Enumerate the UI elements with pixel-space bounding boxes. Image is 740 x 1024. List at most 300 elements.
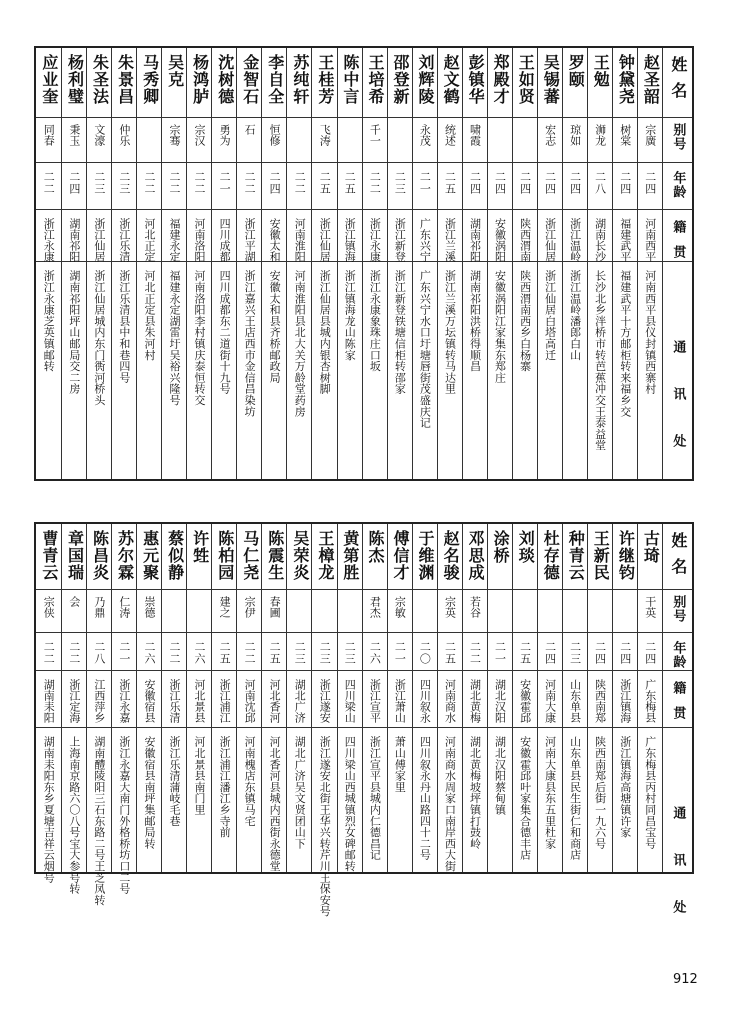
entry-alias: 宗英 <box>443 596 457 618</box>
top-cell-alias <box>387 118 412 162</box>
entry-age: 二四 <box>518 171 532 195</box>
bottom-cell-alias <box>236 590 261 632</box>
entry-alias: 飞涛 <box>318 124 332 146</box>
bottom-cell-name <box>612 524 637 589</box>
bottom-cell-alias <box>562 590 587 632</box>
bottom-cell-native <box>36 671 61 727</box>
bottom-cell-alias <box>136 590 161 632</box>
entry-age: 二四 <box>543 171 557 195</box>
top-cell-native <box>261 210 286 261</box>
entry-alias: 仲乐 <box>117 124 131 146</box>
entry-name: 彭镇华 <box>466 54 486 105</box>
entry-address: 河南商水周家口南岸西大街 <box>443 736 457 872</box>
bottom-header-native <box>662 671 692 731</box>
entry-name: 刘辉陵 <box>416 54 436 105</box>
bottom-cell-name <box>437 524 462 589</box>
header-label-alias: 别号 <box>670 123 686 151</box>
top-cell-native <box>136 210 161 261</box>
top-cell-address <box>337 262 362 479</box>
entry-address: 湖北广济吴文贤团山下 <box>293 736 307 849</box>
entry-age: 二三 <box>393 171 407 195</box>
top-row-address <box>36 262 692 479</box>
entry-name: 陈中言 <box>340 54 360 105</box>
bottom-row-name <box>36 524 692 590</box>
bottom-cell-name <box>562 524 587 589</box>
entry-alias: 若谷 <box>468 596 482 618</box>
entry-address: 浙江永康象珠庄口坂 <box>368 270 382 372</box>
bottom-cell-native <box>211 671 236 727</box>
top-cell-address <box>412 262 437 479</box>
top-cell-age <box>462 163 487 209</box>
bottom-cell-name <box>337 524 362 589</box>
entry-age: 二四 <box>67 171 81 195</box>
bottom-cell-native <box>412 671 437 727</box>
bottom-cell-address <box>512 728 537 872</box>
entry-alias: 崇德 <box>142 596 156 618</box>
top-cell-native <box>211 210 236 261</box>
top-cell-native <box>637 210 662 261</box>
entry-native: 河南淮阳 <box>293 218 307 262</box>
bottom-cell-age <box>136 633 161 670</box>
bottom-cell-alias <box>337 590 362 632</box>
top-cell-name <box>111 48 136 117</box>
entry-alias: 统述 <box>443 124 457 146</box>
bottom-cell-alias <box>186 590 211 632</box>
bottom-cell-address <box>86 728 111 906</box>
entry-address: 四川梁山西城镇烈女碑邮转 <box>343 736 357 872</box>
entry-age: 二三 <box>293 641 307 665</box>
bottom-cell-address <box>387 728 412 872</box>
entry-age: 二五 <box>443 641 457 665</box>
entry-age: 二四 <box>568 171 582 195</box>
entry-address: 浙江永康芝英镇邮转 <box>42 270 56 372</box>
entry-name: 陈震生 <box>265 530 285 581</box>
top-cell-alias <box>261 118 286 162</box>
entry-native: 江西萍乡 <box>92 679 106 723</box>
top-cell-alias <box>362 118 387 162</box>
entry-native: 广东兴宁 <box>418 218 432 262</box>
entry-native: 浙江乐清 <box>117 218 131 262</box>
entry-name: 邓思成 <box>466 530 486 581</box>
bottom-cell-address <box>311 728 336 917</box>
entry-native: 浙江萧山 <box>393 679 407 723</box>
top-cell-age <box>86 163 111 209</box>
entry-age: 二四 <box>593 641 607 665</box>
entry-native: 浙江新登 <box>393 218 407 262</box>
top-cell-name <box>61 48 86 117</box>
top-header-age <box>662 163 692 209</box>
entry-native: 四川成都 <box>218 218 232 262</box>
top-cell-alias <box>462 118 487 162</box>
bottom-cell-age <box>612 633 637 670</box>
entry-address: 浙江宣平县城内仁德昌记 <box>368 736 382 861</box>
entry-age: 二三 <box>318 641 332 665</box>
top-cell-name <box>136 48 161 117</box>
roster-table-top <box>34 46 694 481</box>
bottom-cell-native <box>562 671 587 727</box>
entry-address: 安徽宿县南坪集邮局转 <box>142 736 156 849</box>
entry-address: 浙江兰溪万坛镇转马达里 <box>443 270 457 395</box>
entry-age: 二一 <box>493 641 507 665</box>
entry-age: 二二 <box>168 641 181 665</box>
entry-native: 安徽霍邱 <box>518 679 532 723</box>
entry-name: 赵文鹤 <box>441 54 461 105</box>
bottom-cell-native <box>161 671 186 727</box>
entry-alias: 宗敏 <box>393 596 407 618</box>
top-header-address <box>662 262 692 479</box>
entry-address: 安徽太和县齐桥邮政局 <box>268 270 282 383</box>
top-cell-address <box>362 262 387 479</box>
bottom-cell-alias <box>612 590 637 632</box>
bottom-cell-name <box>111 524 136 589</box>
entry-native: 河南商水 <box>443 679 457 723</box>
bottom-cell-name <box>61 524 86 589</box>
bottom-cell-age <box>36 633 61 670</box>
bottom-cell-native <box>311 671 336 727</box>
bottom-cell-age <box>186 633 211 670</box>
entry-native: 福建武平 <box>618 218 632 262</box>
bottom-cell-alias <box>487 590 512 632</box>
bottom-row-native <box>36 671 692 731</box>
bottom-cell-address <box>286 728 311 872</box>
top-cell-name <box>512 48 537 117</box>
top-row-age <box>36 163 692 210</box>
entry-address: 河南淮阳县北大关万龄堂药房 <box>293 270 307 417</box>
entry-alias: 君杰 <box>368 596 382 618</box>
top-cell-alias <box>111 118 136 162</box>
entry-address: 浙江乐清蒲岐毛巷 <box>168 736 181 827</box>
entry-age: 二四 <box>543 641 557 665</box>
entry-name: 许甡 <box>190 530 210 564</box>
bottom-cell-age <box>437 633 462 670</box>
entry-name: 沈树德 <box>215 54 235 105</box>
top-cell-address <box>286 262 311 479</box>
entry-name: 陈昌炎 <box>90 530 110 581</box>
top-cell-address <box>36 262 61 479</box>
bottom-cell-age <box>161 633 186 670</box>
header-label-native: 籍贯 <box>670 220 686 270</box>
top-cell-name <box>261 48 286 117</box>
header-label-native: 籍贯 <box>670 681 686 731</box>
bottom-cell-age <box>337 633 362 670</box>
entry-name: 郑殿才 <box>491 54 511 105</box>
bottom-cell-name <box>261 524 286 589</box>
top-cell-age <box>111 163 136 209</box>
bottom-cell-address <box>236 728 261 872</box>
entry-alias: 浉龙 <box>593 124 607 146</box>
entry-address: 河北景县南门里 <box>193 736 207 816</box>
entry-native: 陕西渭南 <box>518 218 532 262</box>
entry-address: 浙江浦江潘江乡寺前 <box>218 736 232 838</box>
top-cell-age <box>487 163 512 209</box>
entry-name: 王新民 <box>591 530 611 581</box>
bottom-cell-address <box>61 728 86 895</box>
bottom-cell-name <box>362 524 387 589</box>
entry-native: 浙江平湖 <box>243 218 257 262</box>
top-cell-age <box>437 163 462 209</box>
bottom-cell-age <box>261 633 286 670</box>
top-cell-address <box>161 262 186 479</box>
top-cell-age <box>211 163 236 209</box>
bottom-cell-age <box>412 633 437 670</box>
entry-name: 邵登新 <box>390 54 410 105</box>
bottom-cell-address <box>487 728 512 872</box>
top-cell-address <box>512 262 537 479</box>
top-cell-name <box>36 48 61 117</box>
bottom-cell-alias <box>437 590 462 632</box>
bottom-cell-native <box>337 671 362 727</box>
top-cell-age <box>261 163 286 209</box>
entry-alias: 宗伊 <box>243 596 257 618</box>
top-cell-address <box>236 262 261 479</box>
top-cell-name <box>387 48 412 117</box>
entry-native: 福建永定 <box>168 218 181 262</box>
bottom-cell-native <box>86 671 111 727</box>
bottom-cell-age <box>111 633 136 670</box>
bottom-cell-native <box>437 671 462 727</box>
bottom-cell-age <box>236 633 261 670</box>
entry-age: 二一 <box>393 641 407 665</box>
entry-age: 二五 <box>443 171 457 195</box>
bottom-cell-alias <box>362 590 387 632</box>
entry-address: 湖北黄梅坡坪镇打鼓岭 <box>468 736 482 849</box>
entry-address: 四川成都东二道街十九号 <box>218 270 232 395</box>
bottom-cell-age <box>637 633 662 670</box>
bottom-cell-alias <box>311 590 336 632</box>
entry-age: 二六 <box>368 641 382 665</box>
bottom-cell-address <box>136 728 161 872</box>
entry-age: 二四 <box>468 171 482 195</box>
top-cell-native <box>537 210 562 261</box>
bottom-cell-name <box>36 524 61 589</box>
bottom-cell-name <box>537 524 562 589</box>
bottom-cell-native <box>612 671 637 727</box>
entry-alias: 建之 <box>218 596 232 618</box>
entry-name: 吴锡蕃 <box>541 54 561 105</box>
top-cell-alias <box>537 118 562 162</box>
entry-address: 湖南祁阳洪桥得顺昌 <box>468 270 482 372</box>
entry-age: 二一 <box>218 171 232 195</box>
bottom-cell-name <box>136 524 161 589</box>
entry-age: 二四 <box>643 641 657 665</box>
entry-alias: 石 <box>243 124 257 135</box>
bottom-cell-native <box>236 671 261 727</box>
top-cell-address <box>487 262 512 479</box>
bottom-cell-name <box>286 524 311 589</box>
bottom-cell-native <box>387 671 412 727</box>
entry-native: 安徽宿县 <box>142 679 156 723</box>
top-cell-age <box>136 163 161 209</box>
entry-age: 二五 <box>218 641 232 665</box>
bottom-cell-alias <box>587 590 612 632</box>
top-header-native <box>662 210 692 270</box>
header-label-name: 姓名 <box>668 532 688 584</box>
top-cell-address <box>111 262 136 479</box>
entry-age: 二五 <box>268 641 282 665</box>
entry-age: 二二 <box>243 641 257 665</box>
entry-alias: 宏志 <box>543 124 557 146</box>
entry-address: 福建永定湖雷圩吴裕兴隆号 <box>168 270 181 406</box>
top-cell-alias <box>211 118 236 162</box>
top-cell-native <box>236 210 261 261</box>
entry-native: 四川叙永 <box>418 679 432 723</box>
bottom-cell-address <box>462 728 487 872</box>
bottom-header-age <box>662 633 692 670</box>
top-cell-address <box>637 262 662 479</box>
entry-native: 浙江仙居 <box>92 218 106 262</box>
top-cell-address <box>211 262 236 479</box>
entry-name: 马秀卿 <box>140 54 160 105</box>
entry-age: 二五 <box>518 641 532 665</box>
entry-name: 马仁尧 <box>240 530 260 581</box>
bottom-cell-age <box>61 633 86 670</box>
bottom-cell-native <box>587 671 612 727</box>
top-cell-age <box>186 163 211 209</box>
entry-alias: 干英 <box>643 596 657 618</box>
entry-native: 湖北黄梅 <box>468 679 482 723</box>
entry-name: 杨鸿胪 <box>190 54 210 105</box>
top-cell-alias <box>587 118 612 162</box>
top-cell-name <box>412 48 437 117</box>
entry-name: 涂桥 <box>491 530 511 564</box>
entry-age: 二一 <box>418 171 432 195</box>
top-cell-alias <box>36 118 61 162</box>
top-cell-name <box>286 48 311 117</box>
top-row-native <box>36 210 692 270</box>
bottom-cell-alias <box>637 590 662 632</box>
top-cell-age <box>637 163 662 209</box>
bottom-cell-age <box>487 633 512 670</box>
entry-alias: 永茂 <box>418 124 432 146</box>
entry-address: 四川叙永丹山路四十二号 <box>418 736 432 861</box>
entry-name: 陈杰 <box>365 530 385 564</box>
top-cell-age <box>337 163 362 209</box>
entry-address: 浙江遂安北街王华兴转芹川王保安号 <box>318 736 332 917</box>
entry-native: 浙江浦江 <box>218 679 232 723</box>
header-label-alias: 别号 <box>670 595 686 623</box>
top-cell-age <box>612 163 637 209</box>
entry-name: 种青云 <box>566 530 586 581</box>
entry-alias: 宗骞 <box>168 124 181 146</box>
entry-age: 二二 <box>42 171 56 195</box>
entry-name: 朱圣法 <box>90 54 110 105</box>
entry-name: 王如贤 <box>516 54 536 105</box>
top-cell-address <box>387 262 412 479</box>
bottom-cell-native <box>462 671 487 727</box>
entry-age: 二二 <box>368 171 382 195</box>
top-cell-alias <box>437 118 462 162</box>
entry-address: 河南西平县仪封镇西寨村 <box>643 270 657 395</box>
entry-address: 湖南祁阳坪山邮局交二房 <box>67 270 81 395</box>
entry-address: 广东梅县丙村同昌宝号 <box>643 736 657 849</box>
bottom-row-alias <box>36 590 692 633</box>
top-cell-address <box>86 262 111 479</box>
bottom-cell-native <box>61 671 86 727</box>
bottom-cell-address <box>362 728 387 872</box>
top-row-alias <box>36 118 692 163</box>
top-cell-name <box>236 48 261 117</box>
top-cell-address <box>186 262 211 479</box>
top-cell-alias <box>236 118 261 162</box>
top-row-name <box>36 48 692 118</box>
bottom-cell-native <box>512 671 537 727</box>
entry-alias: 树棠 <box>618 124 632 146</box>
top-cell-alias <box>637 118 662 162</box>
entry-native: 浙江永康 <box>368 218 382 262</box>
entry-name: 王樟龙 <box>315 530 335 581</box>
bottom-cell-address <box>111 728 136 895</box>
entry-age: 二二 <box>142 171 156 195</box>
entry-name: 于维渊 <box>416 530 436 581</box>
top-cell-alias <box>86 118 111 162</box>
entry-name: 赵圣韶 <box>641 54 661 105</box>
top-cell-name <box>311 48 336 117</box>
bottom-cell-name <box>311 524 336 589</box>
entry-name: 王桂芳 <box>315 54 335 105</box>
bottom-row-address <box>36 728 692 947</box>
bottom-cell-name <box>186 524 211 589</box>
top-cell-native <box>36 210 61 261</box>
bottom-cell-address <box>36 728 61 883</box>
bottom-cell-age <box>562 633 587 670</box>
top-cell-native <box>362 210 387 261</box>
entry-age: 二二 <box>168 171 181 195</box>
top-cell-name <box>337 48 362 117</box>
entry-name: 王勉 <box>591 54 611 88</box>
entry-alias: 仁涛 <box>117 596 131 618</box>
top-cell-age <box>36 163 61 209</box>
entry-address: 浙江仙居白塔高迁 <box>543 270 557 361</box>
bottom-cell-native <box>362 671 387 727</box>
bottom-cell-alias <box>261 590 286 632</box>
entry-name: 苏纯轩 <box>290 54 310 105</box>
top-cell-native <box>161 210 186 261</box>
entry-address: 河北正定县朱河村 <box>142 270 156 361</box>
bottom-cell-address <box>211 728 236 872</box>
bottom-cell-native <box>186 671 211 727</box>
bottom-cell-age <box>512 633 537 670</box>
top-cell-alias <box>61 118 86 162</box>
entry-name: 金智石 <box>240 54 260 105</box>
entry-native: 湖南耒阳 <box>42 679 56 723</box>
header-label-address: 通讯处 <box>670 806 686 947</box>
entry-alias: 琼如 <box>568 124 582 146</box>
entry-address: 浙江新登铁塘信柜转邵家 <box>393 270 407 395</box>
top-cell-address <box>462 262 487 479</box>
bottom-cell-age <box>311 633 336 670</box>
entry-age: 二一 <box>117 641 131 665</box>
entry-address: 湖南耒阳东乡夏塘吉祥云烟号 <box>42 736 56 883</box>
top-cell-name <box>186 48 211 117</box>
entry-age: 二八 <box>92 641 106 665</box>
bottom-cell-address <box>587 728 612 872</box>
bottom-cell-native <box>637 671 662 727</box>
entry-age: 二二 <box>67 641 81 665</box>
header-label-name: 姓名 <box>668 56 688 108</box>
entry-age: 二二 <box>42 641 56 665</box>
entry-native: 浙江遂安 <box>318 679 332 723</box>
bottom-cell-alias <box>512 590 537 632</box>
bottom-cell-name <box>462 524 487 589</box>
top-cell-age <box>236 163 261 209</box>
top-cell-alias <box>487 118 512 162</box>
bottom-cell-address <box>186 728 211 872</box>
entry-alias: 春圃 <box>268 596 282 618</box>
entry-name: 杜存德 <box>541 530 561 581</box>
bottom-cell-alias <box>211 590 236 632</box>
entry-native: 湖北广济 <box>293 679 307 723</box>
entry-address: 浙江仙居城内东门衖河桥头 <box>92 270 106 406</box>
